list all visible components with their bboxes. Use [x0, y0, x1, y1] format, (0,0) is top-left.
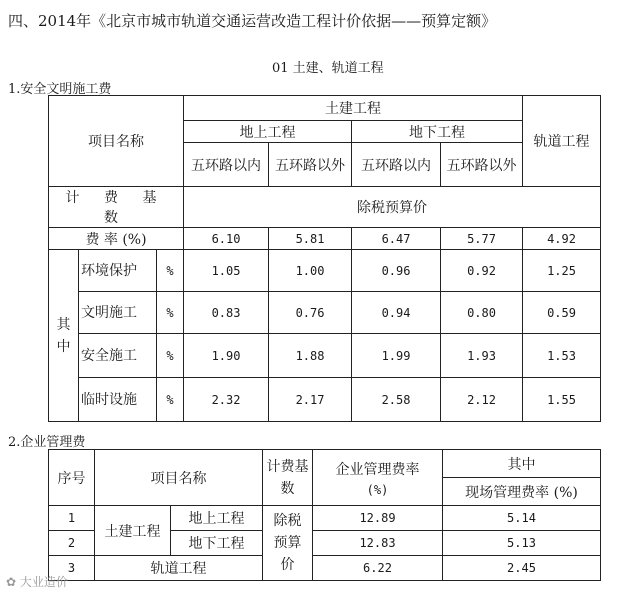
unit-label: % [157, 334, 184, 378]
rate-value: 4.92 [523, 228, 601, 250]
subheading: 01 土建、轨道工程 [272, 61, 384, 76]
track-header: 轨道工程 [523, 96, 601, 187]
watermark [6, 573, 68, 590]
cell-value: 1.93 [441, 334, 523, 378]
cell-value: 0.76 [269, 292, 352, 334]
row-no: 3 [49, 556, 95, 581]
site-rate-value: 5.14 [443, 506, 601, 531]
cell-value: 0.83 [184, 292, 269, 334]
col-rate-unit: (%) [366, 482, 389, 497]
of-which-label: 其中 [49, 250, 79, 422]
cell-value: 1.53 [523, 334, 601, 378]
col-site-header: 现场管理费率 (%) [443, 478, 601, 506]
underground-header: 地下工程 [352, 121, 523, 143]
cell-value: 1.25 [523, 250, 601, 292]
rate-value: 5.81 [269, 228, 352, 250]
cell-value: 0.59 [523, 292, 601, 334]
inside-ring-header: 五环路以内 [352, 143, 441, 187]
row-name: 地下工程 [171, 531, 263, 556]
item-name-header: 项目名称 [49, 96, 184, 187]
cell-value: 0.94 [352, 292, 441, 334]
cell-value: 0.80 [441, 292, 523, 334]
cell-value: 1.99 [352, 334, 441, 378]
unit-label: % [157, 292, 184, 334]
row-label: 安全施工 [79, 334, 157, 378]
col-item-header: 项目名称 [95, 450, 263, 506]
cell-value: 1.90 [184, 334, 269, 378]
cell-value: 2.17 [269, 378, 352, 422]
rate-value: 6.47 [352, 228, 441, 250]
cell-value: 1.88 [269, 334, 352, 378]
row-name: 地上工程 [171, 506, 263, 531]
weibo-icon: ✿ [6, 575, 17, 589]
row-label: 环境保护 [79, 250, 157, 292]
base-value: 除税预算价 [263, 506, 313, 581]
civil-label: 土建工程 [95, 506, 171, 556]
rate-label: 费 率 (%) [49, 228, 184, 250]
row-no: 2 [49, 531, 95, 556]
cell-value: 2.12 [441, 378, 523, 422]
cell-value: 0.92 [441, 250, 523, 292]
unit-label: % [157, 378, 184, 422]
rate-value: 6.10 [184, 228, 269, 250]
row-no: 1 [49, 506, 95, 531]
col-rate-header [313, 450, 443, 506]
management-fee-table [48, 449, 601, 581]
col-rate-label: 企业管理费率 [335, 461, 420, 478]
document-heading: 四、2014年《北京市城市轨道交通运营改造工程计价依据——预算定额》 [8, 12, 497, 30]
civil-header: 土建工程 [184, 96, 523, 121]
site-rate-value: 5.13 [443, 531, 601, 556]
section1-title: 1.安全文明施工费 [8, 82, 112, 97]
rate-value: 6.22 [313, 556, 443, 581]
col-of-which-header: 其中 [443, 450, 601, 478]
above-ground-header: 地上工程 [184, 121, 352, 143]
cell-value: 2.58 [352, 378, 441, 422]
col-base-header: 计费基数 [263, 450, 313, 506]
rate-value: 12.83 [313, 531, 443, 556]
base-value: 除税预算价 [184, 187, 601, 228]
safety-fee-table [48, 95, 601, 422]
cell-value: 1.05 [184, 250, 269, 292]
inside-ring-header: 五环路以内 [184, 143, 269, 187]
rate-value: 12.89 [313, 506, 443, 531]
site-rate-value: 2.45 [443, 556, 601, 581]
cell-value: 1.00 [269, 250, 352, 292]
base-label: 计 费 基 数 [49, 187, 184, 228]
cell-value: 0.96 [352, 250, 441, 292]
outside-ring-header: 五环路以外 [269, 143, 352, 187]
cell-value: 1.55 [523, 378, 601, 422]
watermark-text: 大业造价 [19, 575, 68, 589]
unit-label: % [157, 250, 184, 292]
cell-value: 2.32 [184, 378, 269, 422]
rate-value: 5.77 [441, 228, 523, 250]
outside-ring-header: 五环路以外 [441, 143, 523, 187]
row-name: 轨道工程 [95, 556, 263, 581]
row-label: 文明施工 [79, 292, 157, 334]
row-label: 临时设施 [79, 378, 157, 422]
col-no-header: 序号 [49, 450, 95, 506]
section2-title: 2.企业管理费 [8, 435, 86, 450]
